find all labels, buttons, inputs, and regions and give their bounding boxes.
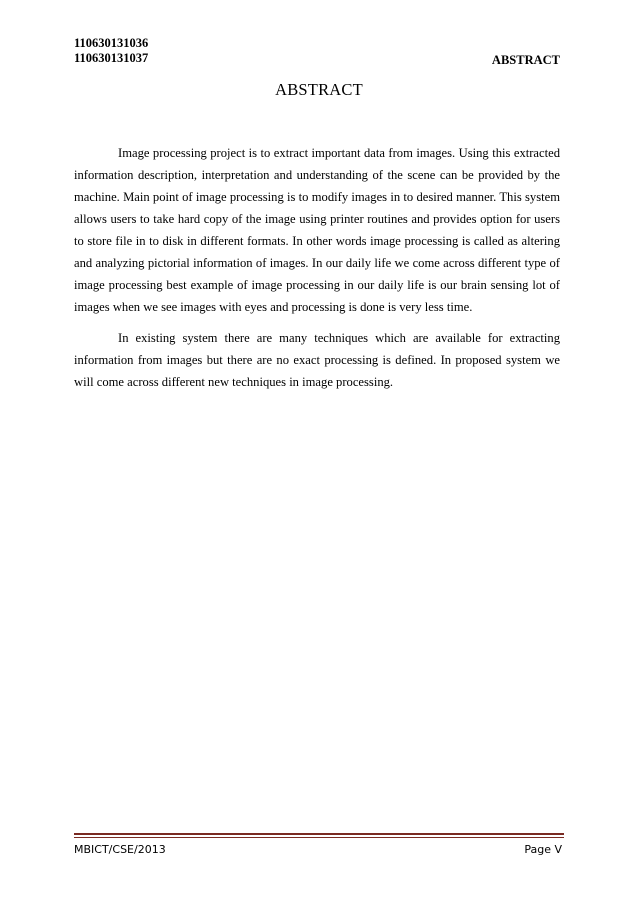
header-id-1: 110630131036: [74, 36, 149, 50]
footer-divider-thin: [74, 837, 564, 838]
body-paragraph-2: In existing system there are many techniques which are available for extracting information from images but there are no exact processing is defined. In proposed system we will come across different new techniques in image processing.: [74, 331, 560, 389]
footer-page-number: Page V: [524, 843, 562, 856]
abstract-body: [74, 142, 560, 402]
header-id-2: 110630131037: [74, 51, 149, 65]
footer-department-code: MBICT/CSE/2013: [74, 843, 166, 856]
header-student-ids: [74, 36, 148, 66]
page-title: ABSTRACT: [275, 80, 363, 99]
footer-divider-thick: [74, 833, 564, 835]
body-paragraph-1: Image processing project is to extract important data from images. Using this extracted information description, interpretation and understanding of the scene can be provided by the machine. Main point of image processing is to modify images in to desired manner. This system allows users to take hard copy of the image using printer routines and provides option for users to store file in to disk in different formats. In other words image processing is called as altering and analyzing pictorial information of images. In our daily life we come across different type of image processing best example of image processing in our daily life is our brain sensing lot of images when we see images with eyes and processing is done is very less time.: [74, 146, 560, 314]
header-section-label: ABSTRACT: [491, 53, 560, 67]
